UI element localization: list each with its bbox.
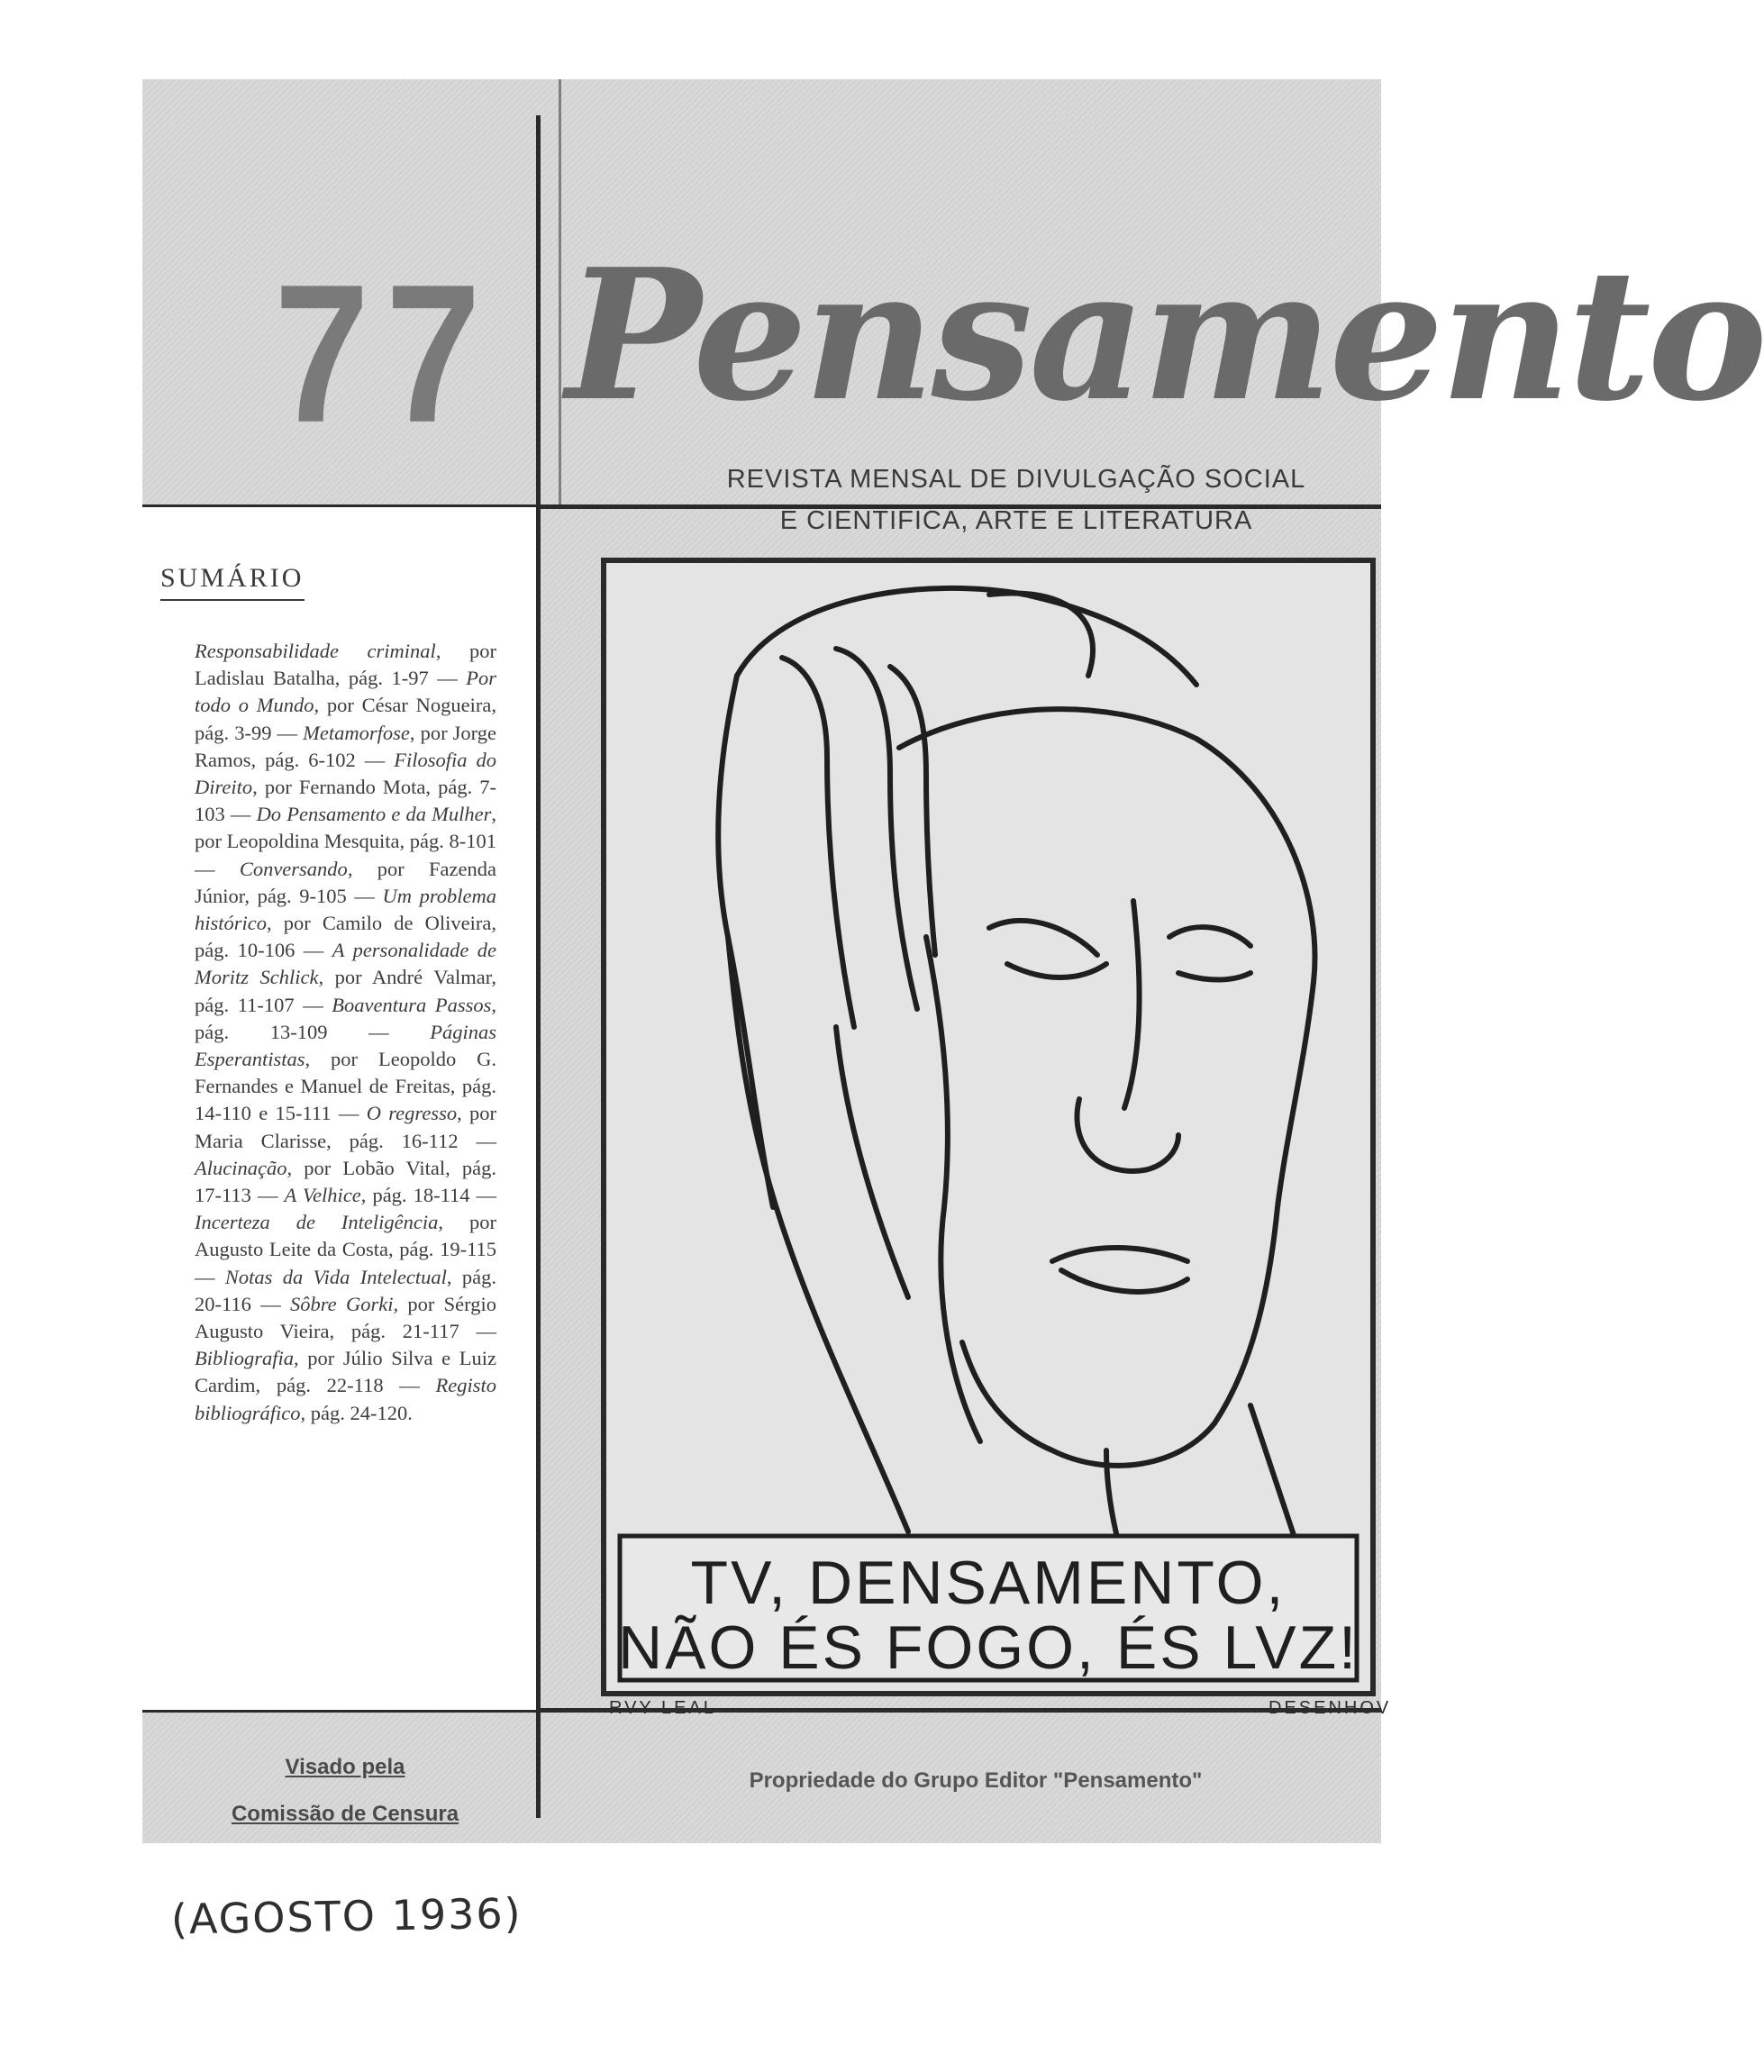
contents-entry-details: , por Leopoldina Mesquita, pág. 8-101 xyxy=(195,803,496,853)
contents-entry-title: Notas da Vida Intelectual xyxy=(224,1265,447,1288)
contents-entry-title: Páginas Esperantistas xyxy=(195,1020,496,1071)
portrait-drawing xyxy=(602,559,1375,1703)
contents-entry-details: , pág. 20-116 xyxy=(195,1265,496,1315)
contents-entry-details: , pág. 24-120. xyxy=(300,1401,413,1424)
publisher-property: Propriedade do Grupo Editor "Pensamento" xyxy=(749,1768,1203,1793)
divider-title-left xyxy=(559,79,561,504)
masthead-subtitle-line2: E CIENTIFICA, ARTE E LITERATURA xyxy=(779,506,1253,535)
contents-entry-details: , por Maria Clarisse, pág. 16-112 xyxy=(195,1102,497,1152)
contents-entry-details: , por Jorge Ramos, pág. 6-102 xyxy=(195,721,497,771)
contents-entry-title: Metamorfose xyxy=(303,721,410,744)
contents-panel xyxy=(142,507,536,1710)
illustration-credit-right: DESENHOV xyxy=(1268,1698,1392,1718)
masthead-title: Pensamento xyxy=(566,230,1764,441)
issue-number: 77 xyxy=(274,244,497,464)
contents-entry-details: , por Sérgio Augusto Vieira, pág. 21-117 xyxy=(195,1292,497,1343)
approval-line2: Comissão de Censura xyxy=(231,1802,459,1826)
contents-entry-details: , pág. 18-114 xyxy=(360,1184,470,1207)
contents-entry-details: , por Lobão Vital, pág. 17-113 xyxy=(195,1156,496,1207)
contents-heading: SUMÁRIO xyxy=(160,563,305,601)
contents-entry-details: , por César Nogueira, pág. 3-99 xyxy=(195,694,496,744)
divider-vertical-left xyxy=(536,115,541,1818)
contents-entry-title: Por todo o Mundo xyxy=(195,667,496,717)
contents-entry-details: , por Leopoldo G. Fernandes e Manuel de Freitas, pág. 14-110 e 15-111 xyxy=(195,1048,496,1125)
contents-entry-title: A Velhice xyxy=(284,1184,361,1207)
contents-entry-title: Conversando xyxy=(239,857,348,880)
contents-entry-details: , por Fazenda Júnior, pág. 9-105 xyxy=(195,857,497,907)
contents-entry-title: A personalidade de Moritz Schlick xyxy=(195,939,497,989)
handwritten-date: (AGOSTO 1936) xyxy=(170,1888,523,1944)
contents-entry-details: , pág. 13-109 xyxy=(195,993,496,1043)
contents-entry-details: , por Camilo de Oliveira, pág. 10-106 xyxy=(195,912,496,962)
contents-list: Responsabilidade criminal, por Ladislau Batalha, pág. 1-97 — Por todo o Mundo, por César Nogueira, pág. 3-99 — Metamorfose, por Jorge Ramos, pág. 6-102 — Filosofia do Direito, por Fernando Mota, pág. 7-103 — Do Pensamento e da Mulher, por Leopoldina Mesquita, pág. 8-101 — Conversando, por Fazenda Júnior, pág. 9-105 — Um problema histórico, por Camilo de Oliveira, pág. 10-106 — A personalidade de Moritz Schlick, por André Valmar, pág. 11-107 — Boaventura Passos, pág. 13-109 — Páginas Esperantistas, por Leopoldo G. Fernandes e Manuel de Freitas, pág. 14-110 e 15-111 — O regresso, por Maria Clarisse, pág. 16-112 — Alucinação, por Lobão Vital, pág. 17-113 — A Velhice, pág. 18-114 — Incerteza de Inteligência, por Augusto Leite da Costa, pág. 19-115 — Notas da Vida Intelectual, pág. 20-116 — Sôbre Gorki, por Sérgio Augusto Vieira, pág. 21-117 — Bibliografia, por Júlio Silva e Luiz Cardim, pág. 22-118 — Registo bibliográfico, pág. 24-120. xyxy=(195,640,497,1424)
contents-entry-details: , por André Valmar, pág. 11-107 xyxy=(195,966,496,1016)
contents-entry-details: , por Fernando Mota, pág. 7-103 xyxy=(195,776,496,826)
contents-entry-title: Boaventura Passos xyxy=(332,993,492,1016)
contents-entry-title: Do Pensamento e da Mulher xyxy=(256,803,492,826)
contents-entry-title: O regresso xyxy=(366,1102,458,1125)
contents-entry-details: , por Augusto Leite da Costa, pág. 19-115 xyxy=(195,1211,496,1261)
contents-entry-title: Incerteza de Inteligência xyxy=(195,1211,439,1234)
contents-entry-title: Filosofia do Direito xyxy=(195,748,496,799)
contents-entry-title: Alucinação xyxy=(195,1156,287,1179)
cover-illustration xyxy=(602,559,1375,1703)
contents-entry-title: Sôbre Gorki xyxy=(290,1292,394,1315)
contents-entry-title: Registo bibliográfico xyxy=(195,1374,497,1424)
contents-entry-title: Responsabilidade criminal xyxy=(195,640,436,662)
illustration-credit-left: RVY LEAL xyxy=(609,1698,716,1718)
contents-entry-title: Bibliografia xyxy=(195,1347,295,1370)
contents-entry-title: Um problema histórico xyxy=(195,884,496,935)
masthead-subtitle-line1: REVISTA MENSAL DE DIVULGAÇÃO SOCIAL xyxy=(726,465,1306,494)
magazine-cover xyxy=(142,79,1764,1843)
caption-line2: NÃO ÉS FOGO, ÉS LVZ! xyxy=(617,1613,1359,1682)
contents-entry-details: , por Júlio Silva e Luiz Cardim, pág. 22-118 xyxy=(195,1347,496,1397)
approval-line1: Visado pela xyxy=(285,1755,405,1779)
contents-entry-details: , por Ladislau Batalha, pág. 1-97 xyxy=(195,640,497,690)
censorship-approval xyxy=(196,1755,494,1849)
caption-line1: TV, DENSAMENTO, xyxy=(690,1549,1287,1617)
